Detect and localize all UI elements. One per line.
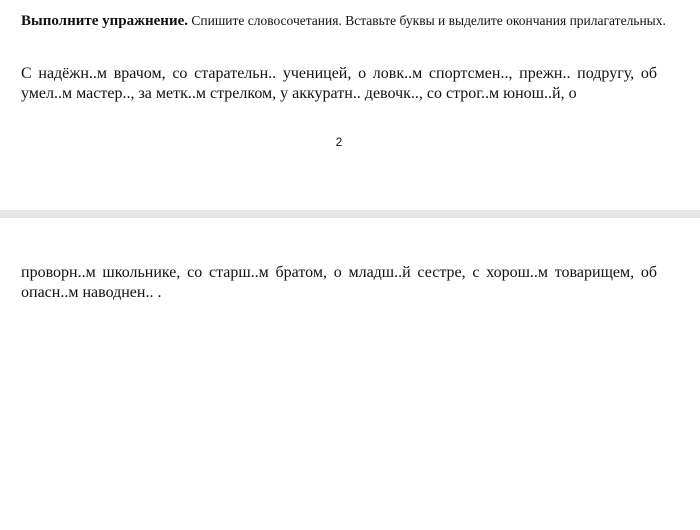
exercise-line: С надёжн..м врачом, со старательн.. ученицей, о ловк..м спортсмен.., прежн.. подругу, — [21, 65, 635, 82]
page-number: 2 — [335, 135, 343, 149]
exercise-text — [21, 64, 657, 104]
task-instruction: Спишите словосочетания. Вставьте буквы и выделите окончания прилагательных. — [191, 13, 666, 28]
exercise-line: проворн..м школьнике, со старш..м братом, о младш..й сестре, с хорош..м товарищем, — [21, 264, 635, 281]
exercise-line: об опасн..м наводнен.. . — [21, 264, 658, 301]
exercise-line: об умел..м мастер.., за метк..м стрелком, у аккуратн.. девочк.., со строг..м юнош..й, о — [21, 65, 658, 102]
document-page-two — [0, 218, 700, 530]
task-title: Выполните упражнение. — [21, 13, 188, 29]
page-separator — [0, 210, 700, 218]
task-header — [21, 10, 681, 32]
exercise-text-continued — [21, 263, 657, 303]
document-page-one — [0, 0, 700, 210]
